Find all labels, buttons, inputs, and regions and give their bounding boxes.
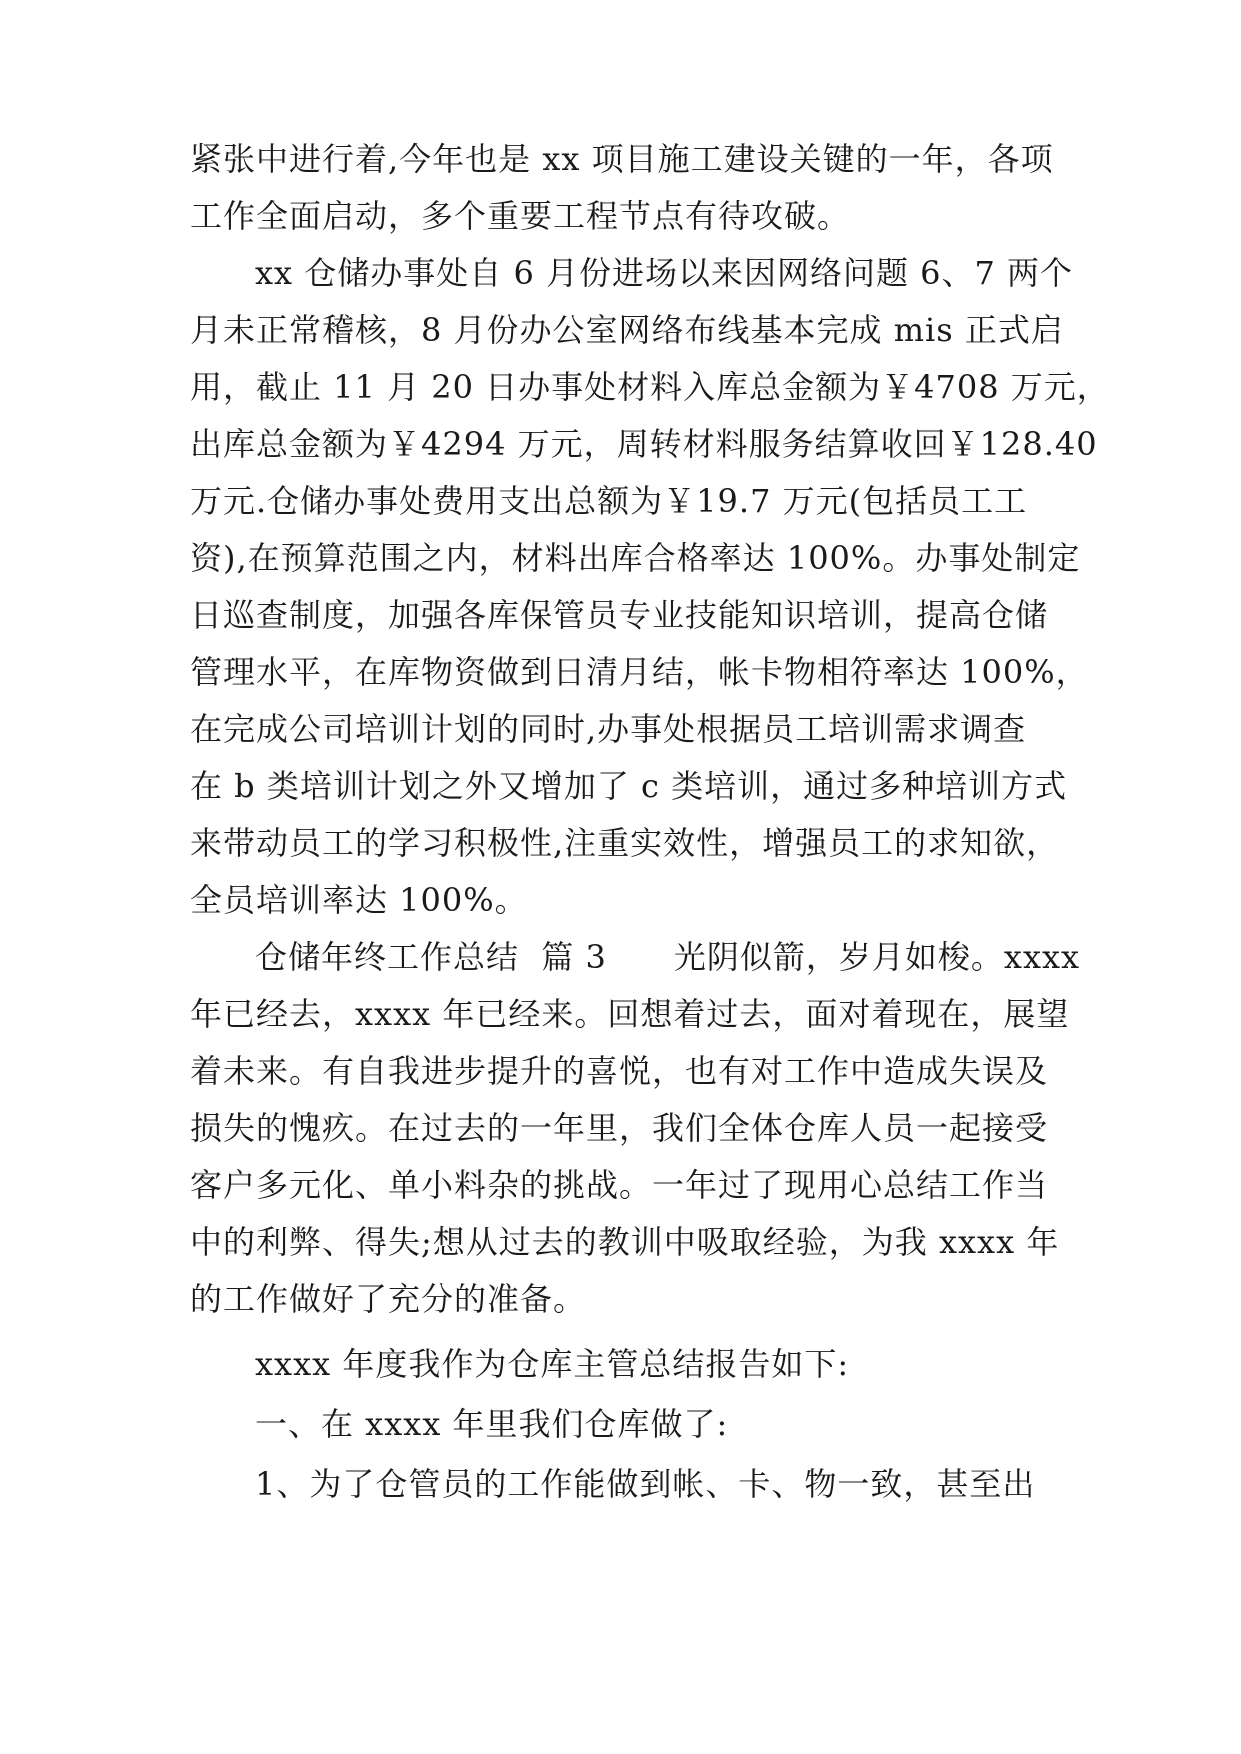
text-line: 在完成公司培训计划的同时,办事处根据员工培训需求调查 — [190, 710, 1027, 748]
section-heading-line: 仓储年终工作总结 篇 3 光阴似箭，岁月如梭。xxxx — [255, 938, 1081, 976]
text-line: xxxx 年度我作为仓库主管总结报告如下: — [255, 1345, 850, 1383]
text-line: 月未正常稽核，8 月份办公室网络布线基本完成 mis 正式启 — [190, 311, 1064, 349]
text-line: 中的利弊、得失;想从过去的教训中吸取经验，为我 xxxx 年 — [190, 1223, 1060, 1261]
text-line: 工作全面启动，多个重要工程节点有待攻破。 — [190, 197, 851, 235]
text-line: 着未来。有自我进步提升的喜悦，也有对工作中造成失误及 — [190, 1052, 1049, 1090]
text-line: 年已经去，xxxx 年已经来。回想着过去，面对着现在，展望 — [190, 995, 1070, 1033]
text-line: 损失的愧疚。在过去的一年里，我们全体仓库人员一起接受 — [190, 1109, 1049, 1147]
text-line: 来带动员工的学习积极性,注重实效性，增强员工的求知欲， — [190, 824, 1060, 862]
text-line: 管理水平，在库物资做到日清月结，帐卡物相符率达 100%， — [190, 653, 1089, 691]
text-line: 用，截止 11 月 20 日办事处材料入库总金额为￥4708 万元， — [190, 368, 1110, 406]
text-line: 日巡查制度，加强各库保管员专业技能知识培训，提高仓储 — [190, 596, 1049, 634]
text-line: xx 仓储办事处自 6 月份进场以来因网络问题 6、7 两个 — [255, 254, 1074, 292]
text-line: 在 b 类培训计划之外又增加了 c 类培训，通过多种培训方式 — [190, 767, 1068, 805]
text-line: 一、在 xxxx 年里我们仓库做了: — [255, 1405, 729, 1443]
text-line: 全员培训率达 100%。 — [190, 881, 528, 919]
text-line: 出库总金额为￥4294 万元，周转材料服务结算收回￥128.40 — [190, 425, 1098, 463]
text-line: 紧张中进行着,今年也是 xx 项目施工建设关键的一年，各项 — [190, 140, 1054, 178]
text-line: 资),在预算范围之内，材料出库合格率达 100%。办事处制定 — [190, 539, 1081, 577]
text-line: 1、为了仓管员的工作能做到帐、卡、物一致，甚至出 — [255, 1465, 1036, 1503]
text-line: 的工作做好了充分的准备。 — [190, 1280, 587, 1318]
text-line: 万元.仓储办事处费用支出总额为￥19.7 万元(包括员工工 — [190, 482, 1028, 520]
text-line: 客户多元化、单小料杂的挑战。一年过了现用心总结工作当 — [190, 1166, 1049, 1204]
